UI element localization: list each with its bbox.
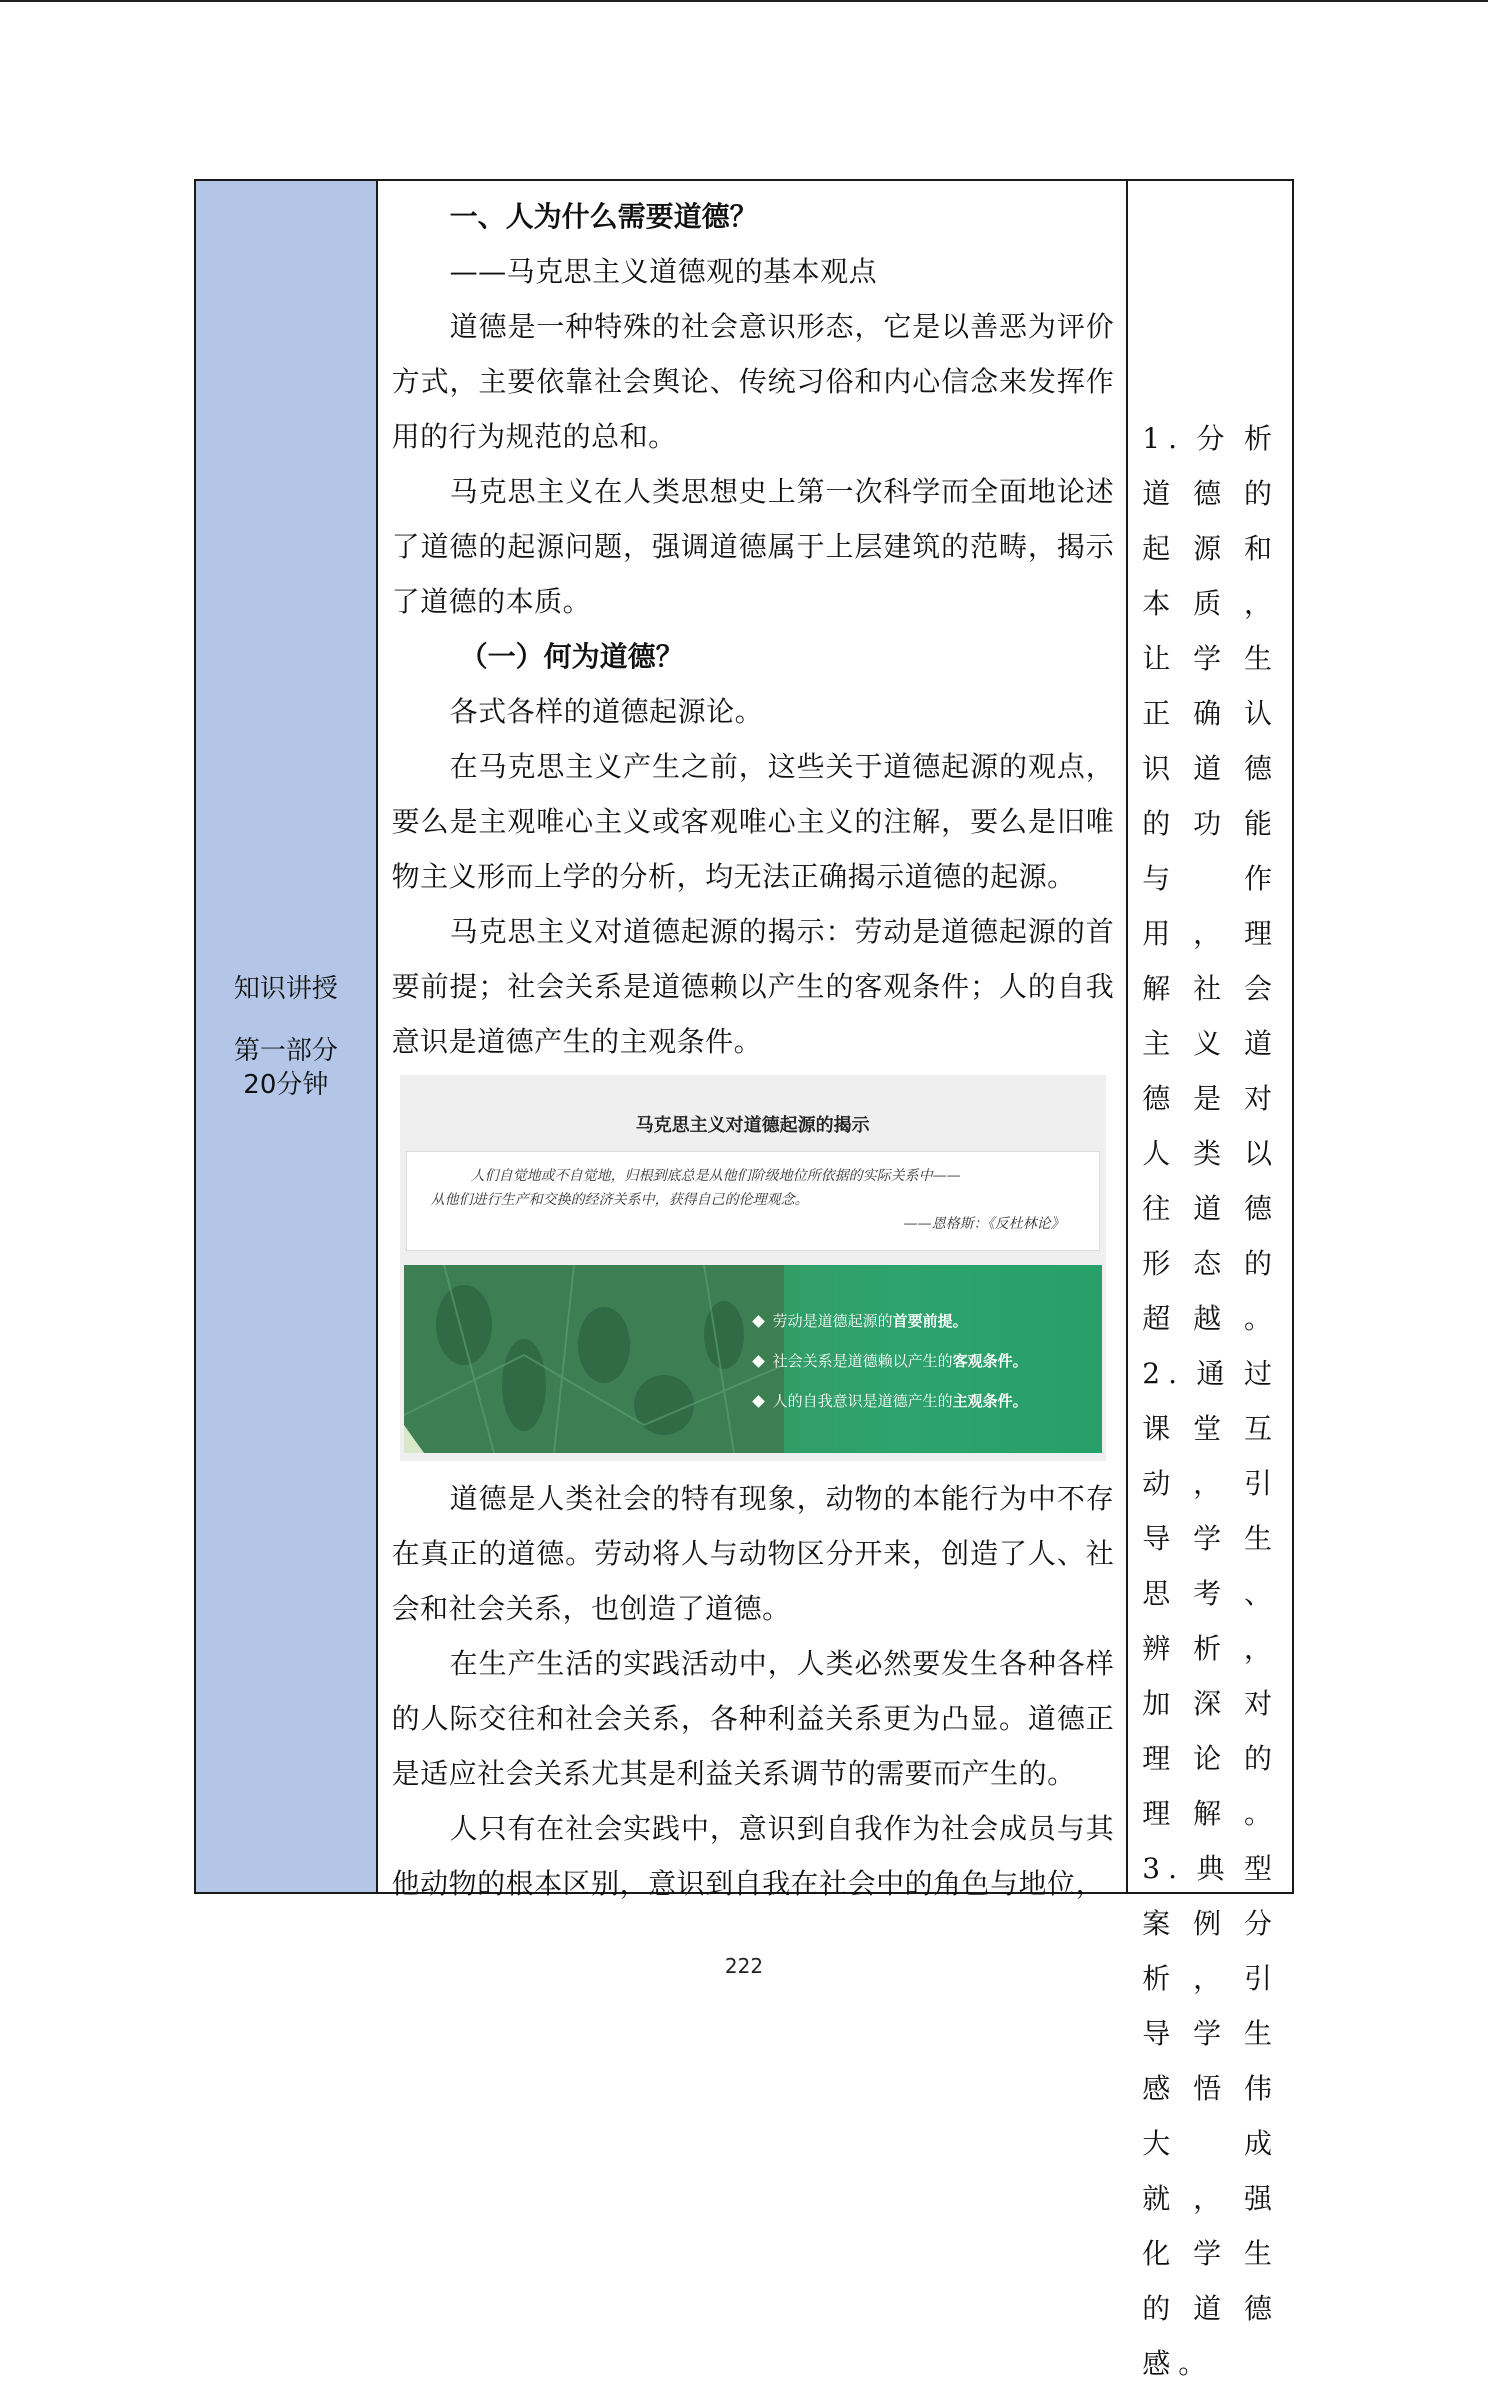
point-social-relations: 社会关系是道德赖以产生的客观条件。 — [754, 1341, 1028, 1381]
page-number: 222 — [724, 1954, 764, 1978]
quote-line-2: 从他们进行生产和交换的经济关系中，获得自己的伦理观念。 — [430, 1192, 809, 1208]
section-label-duration: 20分钟 — [243, 1069, 329, 1100]
heading-what-is-morality: （一）何为道德？ — [459, 640, 684, 673]
paragraph-self-awareness: 人只有在社会实践中，意识到自我作为社会成员与其他动物的根本区别，意识到自我在社会中的角色与地位， — [391, 1812, 1115, 1900]
point-labor: 劳动是道德起源的首要前提。 — [754, 1301, 1028, 1341]
figure-points — [754, 1301, 1028, 1421]
paragraph-practice: 在生产生活的实践活动中，人类必然要发生各种各样的人际交往和社会关系，各种利益关系更为凸显。道德正是适应社会关系尤其是利益关系调节的需要而产生的。 — [391, 1647, 1115, 1790]
figure-quote-box — [406, 1151, 1100, 1251]
diamond-bullet-icon — [752, 1395, 765, 1408]
paragraph-before-marxism: 在马克思主义产生之前，这些关于道德起源的观点，要么是主观唯心主义或客观唯心主义的注解，要么是旧唯物主义形而上学的分析，均无法正确揭示道德的起源。 — [391, 750, 1115, 893]
figure-title: 马克思主义对道德起源的揭示 — [635, 1115, 870, 1136]
paragraph-human-phenomenon: 道德是人类社会的特有现象，动物的本能行为中不存在真正的道德。劳动将人与动物区分开来，创造了人、社会和社会关系，也创造了道德。 — [391, 1482, 1115, 1625]
section-label-teaching: 知识讲授 — [233, 973, 338, 1004]
paragraph-marxist-origin: 马克思主义对道德起源的揭示：劳动是道德起源的首要前提；社会关系是道德赖以产生的客观条件；人的自我意识是道德产生的主观条件。 — [391, 915, 1115, 1058]
paragraph-origins: 各式各样的道德起源论。 — [449, 695, 764, 728]
section-label-part: 第一部分 — [233, 1035, 338, 1066]
origin-figure — [400, 1075, 1106, 1461]
stone-relief-image — [404, 1265, 784, 1453]
paragraph-marxism: 马克思主义在人类思想史上第一次科学而全面地论述了道德的起源问题，强调道德属于上层建筑的范畴，揭示了道德的本质。 — [391, 475, 1115, 618]
quote-source: ——恩格斯：《反杜林论》 — [903, 1216, 1065, 1232]
diamond-bullet-icon — [752, 1315, 765, 1328]
figure-green-panel — [404, 1265, 1102, 1453]
paragraph-definition: 道德是一种特殊的社会意识形态，它是以善恶为评价方式，主要依靠社会舆论、传统习俗和内心信念来发挥作用的行为规范的总和。 — [391, 310, 1115, 453]
section-label-cell — [196, 181, 378, 1892]
content-cell — [378, 181, 1129, 1900]
point-self-consciousness: 人的自我意识是道德产生的主观条件。 — [754, 1381, 1028, 1421]
diamond-bullet-icon — [752, 1355, 765, 1368]
heading-why-morality: 一、人为什么需要道德？ — [449, 200, 758, 233]
subtitle: ——马克思主义道德观的基本观点 — [449, 255, 878, 288]
top-rule — [0, 0, 1488, 2]
quote-line-1: 人们自觉地或不自觉地，归根到底总是从他们阶级地位所依据的实际关系中—— — [470, 1168, 961, 1184]
objectives-cell — [1128, 181, 1292, 2380]
teaching-objectives: 1.分析道德的起源和本质，让学生正确认识道德的功能与作用，理解社会主义道德是对人类以往道德形态的超越。2.通过课堂互动，引导学生思考、辨析，加深对理论的理解。3.典型案例分析，引导学生感悟伟大成就，强化学生的道德感。 — [1142, 422, 1280, 2380]
